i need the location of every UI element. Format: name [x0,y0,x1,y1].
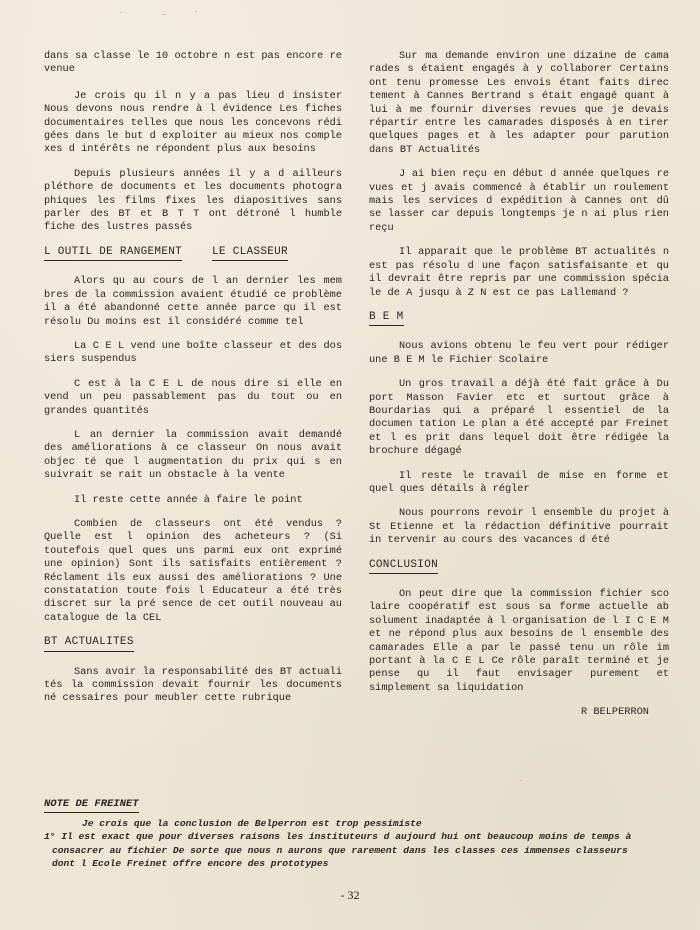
paper-speck [162,14,165,15]
note-title: NOTE DE FREINET [44,798,139,813]
right-column [369,50,669,720]
paper-speck [520,780,522,781]
section-heading-row [44,246,342,261]
paragraph: Sans avoir la responsabilité des BT actuali tés la commission devait fournir les documents né cessaires pour meubler cette rubrique [44,665,342,705]
paragraph: Sur ma demande environ une dizaine de cama rades s étaient engagés à y collaborer Certains ont tenu promesse Les envois étant faits direc tement à Cannes Bertrand s était engagé quant à lui à me fournir diverses revues que je devais répartir entre les camarades disposés à en tirer quelques pages et à les adapter pour parution dans BT Actualités [369,50,669,156]
left-column [44,50,342,717]
author-signature: R BELPERRON [581,706,649,719]
section-heading-bem: B E M [369,311,404,326]
note-line: consacrer au fichier De sorte que nous n aurons que rarement dans les classes ces immenses classeurs [52,844,628,856]
paragraph: L an dernier la commission avait demandé des améliorations à ce classeur On nous avait objec té que l augmentation du prix qui s en suivrait se rait un obstacle à la vente [44,428,342,482]
paper-speck [120,12,122,13]
paragraph: Nous avions obtenu le feu vert pour rédiger une B E M le Fichier Scolaire [369,340,669,366]
paragraph: Il apparait que le problème BT actualités n est pas résolu d une façon satisfaisante et qu il devrait être repris par une commission spécia le de A jusqu à Z N est ce pas Lallemand ? [369,246,669,299]
paragraph: On peut dire que la commission fichier sco laire coopératif est sous sa forme actuelle ab solument inadaptée à l organisation de l I C E M et ne répond plus aux besoins de l ensemble des camarades Elle a par le passé tenu un rôle im portant à la C E L Ce rôle paraît terminé et je pense qu il faut envisager purement et simplement sa liquidation [369,588,669,694]
paragraph: Il reste cette année à faire le point [74,493,303,506]
paper-speck [195,11,197,12]
paragraph: dans sa classe le 10 octobre n est pas encore re venue [44,50,342,76]
note-line: 1° Il est exact que pour diverses raisons les instituteurs d aujourd hui ont beaucoup moins de temps à [44,831,632,842]
section-heading-row [44,636,342,651]
paper-speck [130,432,134,433]
editor-note [44,797,664,871]
paragraph: Depuis plusieurs années il y a d ailleurs pléthore de documents et les documents photogra phiques les films fixes les diapositives sans parler des BT et B T T ont détroné l humble fiche des lustres passés [44,167,342,234]
page-number: - 32 [340,888,360,902]
note-line: Je crois que la conclusion de Belperron est trop pessimiste [82,817,422,829]
paragraph: C est à la C E L de nous dire si elle en vend un peu passablement pas du tout ou en grandes quantités [44,377,342,417]
paragraph: La C E L vend une boîte classeur et des dos siers suspendus [44,339,342,366]
note-line: dont l Ecole Freinet offre encore des prototypes [52,858,329,869]
paragraph: Je crois qu il n y a pas lieu d insister Nous devons nous rendre à l évidence Les fiches documentaires telles que nous les concevons rédi gées dans le but d exploiter au mieux nos comple xes d intérêts ne répondent plus aux besoins [44,89,342,156]
section-heading-classeur: LE CLASSEUR [212,246,288,261]
paragraph: Il reste le travail de mise en forme et quel ques détails à régler [369,469,669,495]
paragraph: Alors qu au cours de l an dernier les mem bres de la commission avaient étudié ce problème il a été abandonné cette année parce qu il est résolu Du moins est il considéré comme tel [44,275,342,328]
section-heading-row [369,311,669,326]
paragraph: Nous pourrons revoir l ensemble du projet à St Etienne et la rédaction définitive pourrait in tervenir au cours des vacances d été [369,507,669,547]
paragraph: J ai bien reçu en début d année quelques re vues et j avais commencé à établir un roulement mais les services d expédition à Cannes ont dû se lasser car depuis longtemps je n ai plus rien reçu [369,168,669,234]
paragraph: Combien de classeurs ont été vendus ? Quelle est l opinion des acheteurs ? (Si toutefois quel ques uns parmi eux ont exprimé une opinion) Sont ils satisfaits entièrement ? Réclament ils eux aussi des améliorations ? Une constatation toute fois l Educateur a été très discret sur la pré sence de cet outil nouveau au catalogue de la CEL [44,517,342,624]
section-heading-row [369,559,669,574]
section-heading-bt-actualites: BT ACTUALITES [44,636,134,651]
section-heading-conclusion: CONCLUSION [369,559,438,574]
section-heading-outil: L OUTIL DE RANGEMENT [44,246,182,261]
paragraph: Un gros travail a déjà été fait grâce à Du port Masson Favier etc et surtout grâce à Bourdarias qui a préparé l essentiel de la documen tation Le plan a été accepté par Freinet et l es prit dans lequel doit être rédigée la brochure dégagé [369,378,669,458]
